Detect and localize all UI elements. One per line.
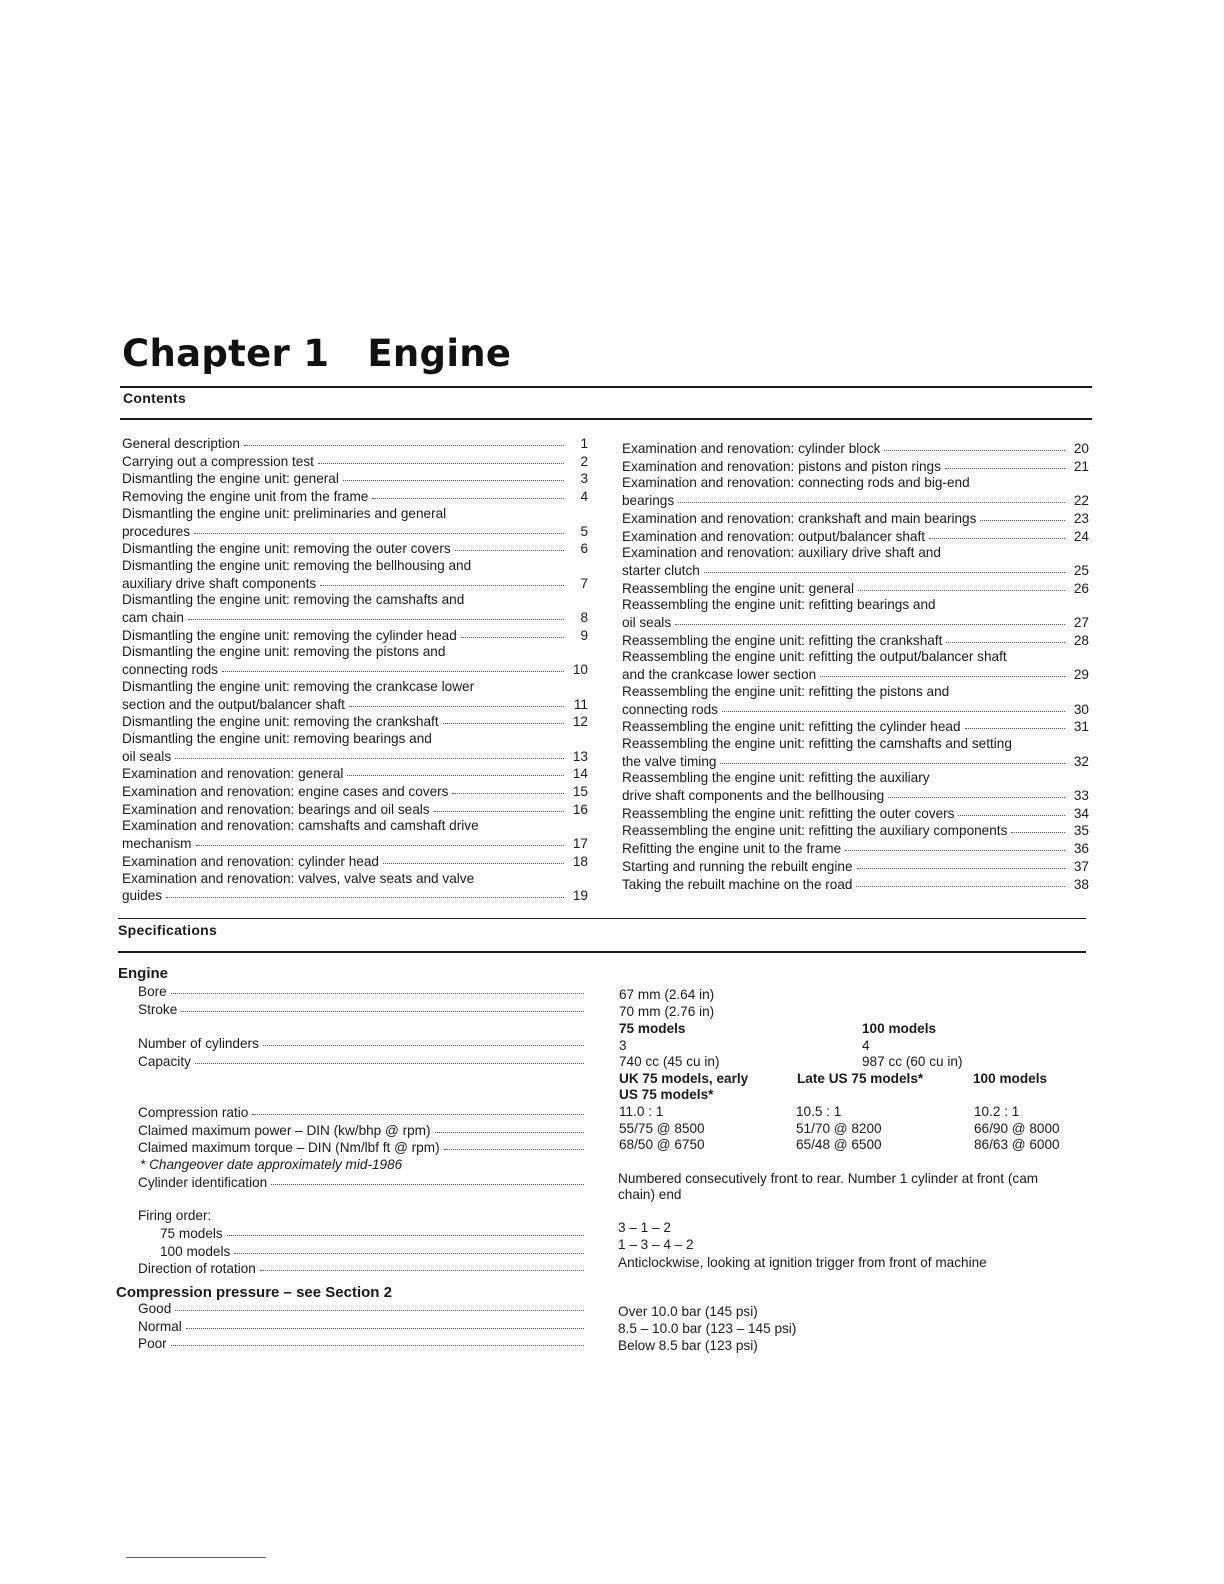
toc-entry-title: Reassembling the engine unit: refitting the crankshaft <box>622 632 943 648</box>
toc-entry-title: Reassembling the engine unit: refitting the output/balancer shaft <box>622 649 1007 665</box>
cyl-id-label: Cylinder identification <box>138 1174 268 1190</box>
toc-entry-title: Taking the rebuilt machine on the road <box>622 876 853 892</box>
rotation-value: Anticlockwise, looking at ignition trigger from front of machine <box>618 1255 987 1270</box>
normal-label: Normal <box>138 1318 182 1334</box>
toc-entry-title: connecting rods <box>622 701 718 717</box>
toc-entry-row <box>122 540 588 558</box>
toc-entry <box>122 801 588 819</box>
leader-dots <box>252 1102 584 1115</box>
leader-dots <box>443 711 564 724</box>
leader-dots <box>383 851 564 864</box>
stroke-value: 70 mm (2.76 in) <box>619 1004 715 1019</box>
toc-entry-row <box>622 718 1089 736</box>
leader-dots <box>945 456 1065 469</box>
toc-page-number: 16 <box>572 801 588 817</box>
toc-entry-title: connecting rods <box>122 662 218 678</box>
leader-dots <box>196 833 564 846</box>
leader-dots <box>845 838 1065 851</box>
torque-row <box>138 1139 584 1157</box>
toc-entry <box>122 627 588 645</box>
toc-page-number: 35 <box>1073 823 1089 839</box>
toc-entry <box>122 731 588 765</box>
torque-uk-value: 68/50 @ 6750 <box>619 1137 705 1152</box>
toc-entry-title: Examination and renovation: bearings and oil seals <box>122 801 430 817</box>
toc-entry-title: the valve timing <box>622 753 717 769</box>
toc-entry <box>122 818 588 852</box>
toc-entry <box>622 545 1089 579</box>
toc-entry-row <box>122 661 588 679</box>
toc-page-number: 24 <box>1073 528 1089 544</box>
toc-entry-title: Examination and renovation: general <box>122 766 344 782</box>
toc-entry-title: Examination and renovation: engine cases and covers <box>122 784 449 800</box>
models-75-heading: 75 models <box>619 1021 686 1036</box>
bore-value: 67 mm (2.64 in) <box>619 987 715 1002</box>
toc-page-number: 3 <box>580 471 588 487</box>
cylinders-75-value: 3 <box>619 1038 627 1053</box>
toc-entry-title: Examination and renovation: auxiliary drive shaft and <box>622 545 941 561</box>
toc-entry-row <box>622 458 1089 476</box>
leader-dots <box>958 803 1065 816</box>
leader-dots <box>980 508 1065 521</box>
toc-page-number: 30 <box>1073 701 1089 717</box>
leader-dots <box>704 560 1065 573</box>
toc-page-number: 36 <box>1073 841 1089 857</box>
footer-rule <box>126 1557 266 1558</box>
toc-entry-title: section and the output/balancer shaft <box>122 696 345 712</box>
toc-entry-title: guides <box>122 888 163 904</box>
leader-dots <box>856 874 1065 887</box>
toc-entry-title: Carrying out a compression test <box>122 453 314 469</box>
toc-entry-title: Reassembling the engine unit: refitting the pistons and <box>622 683 950 699</box>
toc-page-number: 13 <box>572 748 588 764</box>
leader-dots <box>175 1298 584 1311</box>
cylinders-label: Number of cylinders <box>138 1036 259 1052</box>
toc-entry-title: Reassembling the engine unit: refitting the camshafts and setting <box>622 735 1012 751</box>
uk-models-heading-2: US 75 models* <box>619 1087 714 1102</box>
toc-page-number: 21 <box>1073 458 1089 474</box>
toc-page-number: 22 <box>1073 493 1089 509</box>
leader-dots <box>722 699 1065 712</box>
compression-us-value: 10.5 : 1 <box>796 1104 842 1119</box>
power-us-value: 51/70 @ 8200 <box>796 1121 882 1136</box>
good-value: Over 10.0 bar (145 psi) <box>618 1304 758 1319</box>
power-label: Claimed maximum power – DIN (kw/bhp @ rpm) <box>138 1122 431 1138</box>
capacity-75-value: 740 cc (45 cu in) <box>619 1054 720 1069</box>
toc-entry-title: Dismantling the engine unit: removing the bellhousing and <box>122 557 472 573</box>
toc-page-number: 5 <box>580 523 588 539</box>
toc-page-number: 8 <box>580 610 588 626</box>
leader-dots <box>166 885 564 898</box>
cyl-id-value-2: chain) end <box>618 1187 682 1202</box>
toc-entry <box>122 713 588 731</box>
compression-100-value: 10.2 : 1 <box>974 1104 1020 1119</box>
toc-entry-title: oil seals <box>622 615 672 631</box>
toc-entry <box>622 580 1089 598</box>
toc-page-number: 25 <box>1073 562 1089 578</box>
models-100-heading: 100 models <box>862 1021 937 1036</box>
torque-100-value: 86/63 @ 6000 <box>974 1137 1060 1152</box>
toc-page-number: 23 <box>1073 510 1089 526</box>
capacity-100-value: 987 cc (60 cu in) <box>862 1054 963 1069</box>
toc-entry <box>622 649 1089 683</box>
toc-entry <box>122 488 588 506</box>
toc-entry-title: Reassembling the engine unit: refitting bearings and <box>622 597 936 613</box>
toc-entry-row <box>122 853 588 871</box>
poor-value: Below 8.5 bar (123 psi) <box>618 1338 758 1353</box>
toc-entry-title: Examination and renovation: connecting rods and big-end <box>622 475 970 491</box>
leader-dots <box>195 1051 584 1064</box>
leader-dots <box>857 856 1065 869</box>
contents-heading: Contents <box>123 390 187 406</box>
toc-entry <box>622 528 1089 546</box>
toc-entry-title: auxiliary drive shaft components <box>122 575 317 591</box>
toc-page-number: 4 <box>580 489 588 505</box>
toc-page-number: 18 <box>572 853 588 869</box>
toc-right-column <box>622 440 1089 893</box>
toc-page-number: 37 <box>1073 858 1089 874</box>
leader-dots <box>222 659 564 672</box>
toc-entry <box>622 684 1089 718</box>
toc-entry-title: Reassembling the engine unit: refitting the auxiliary <box>622 770 930 786</box>
chapter-title <box>122 332 511 375</box>
toc-page-number: 28 <box>1073 632 1089 648</box>
toc-entry-title: Examination and renovation: cylinder block <box>622 441 881 456</box>
leader-dots <box>194 521 564 534</box>
poor-label: Poor <box>138 1336 167 1352</box>
toc-entry-title: Dismantling the engine unit: removing the crankshaft <box>122 714 439 730</box>
leader-dots <box>965 716 1065 729</box>
toc-entry-row <box>622 876 1089 894</box>
toc-page-number: 20 <box>1073 441 1089 456</box>
poor-row <box>138 1335 584 1353</box>
toc-page-number: 38 <box>1073 876 1089 892</box>
toc-entry-title: Reassembling the engine unit: general <box>622 580 855 596</box>
leader-dots <box>1011 820 1065 833</box>
leader-dots <box>227 1223 584 1236</box>
toc-entry-row <box>622 528 1089 546</box>
toc-entry-title: Starting and running the rebuilt engine <box>622 858 853 874</box>
engine-heading: Engine <box>118 965 169 982</box>
toc-entry-title: Dismantling the engine unit: removing the crankcase lower <box>122 678 475 694</box>
toc-entry-row <box>122 887 588 905</box>
toc-entry <box>122 853 588 871</box>
toc-entry-title: Dismantling the engine unit: removing the camshafts and <box>122 592 465 608</box>
leader-dots <box>186 1316 584 1329</box>
leader-dots <box>318 451 564 464</box>
normal-value: 8.5 – 10.0 bar (123 – 145 psi) <box>618 1321 797 1336</box>
leader-dots <box>171 1333 584 1346</box>
leader-dots <box>175 746 564 759</box>
toc-entry <box>122 506 588 540</box>
toc-entry-title: Examination and renovation: pistons and piston rings <box>622 458 941 474</box>
leader-dots <box>320 573 564 586</box>
leader-dots <box>263 1033 584 1046</box>
toc-entry <box>122 644 588 678</box>
spec-labels <box>138 983 584 1278</box>
toc-page-number: 17 <box>572 836 588 852</box>
toc-page-number: 32 <box>1073 753 1089 769</box>
stroke-label: Stroke <box>138 1001 178 1017</box>
toc-entry-title: Removing the engine unit from the frame <box>122 489 369 505</box>
toc-entry-title: cam chain <box>122 610 184 626</box>
toc-entry <box>622 458 1089 476</box>
toc-entry <box>122 592 588 626</box>
toc-entry-title: and the crankcase lower section <box>622 667 817 683</box>
firing-75-label: 75 models <box>160 1225 223 1241</box>
toc-page-number: 7 <box>580 575 588 591</box>
capacity-label: Capacity <box>138 1053 191 1069</box>
compression-pressure-heading: Compression pressure – see Section 2 <box>116 1284 392 1301</box>
cyl-id-value-1: Numbered consecutively front to rear. Number 1 cylinder at front (cam <box>618 1171 1039 1186</box>
leader-dots <box>720 751 1065 764</box>
stroke-row <box>138 1001 584 1019</box>
firing-100-value: 1 – 3 – 4 – 2 <box>618 1237 694 1252</box>
toc-entry-title: drive shaft components and the bellhousing <box>622 788 885 804</box>
leader-dots <box>884 438 1065 451</box>
leader-dots <box>929 526 1065 539</box>
toc-entry-title: Examination and renovation: cylinder head <box>122 853 379 869</box>
spec-heading: Specifications <box>118 922 218 938</box>
changeover-note: * Changeover date approximately mid-1986 <box>140 1157 403 1172</box>
leader-dots <box>946 630 1065 643</box>
leader-dots <box>343 468 564 481</box>
leader-dots <box>271 1172 584 1185</box>
toc-entry-row <box>622 580 1089 598</box>
leader-dots <box>349 694 564 707</box>
toc-entry-title: mechanism <box>122 836 192 852</box>
compression-label: Compression ratio <box>138 1104 249 1120</box>
toc-entry-row <box>622 666 1089 684</box>
leader-dots <box>347 763 564 776</box>
toc-entry-title: General description <box>122 436 240 451</box>
toc-page-number: 2 <box>580 453 588 469</box>
toc-entry-row <box>622 753 1089 771</box>
leader-dots <box>888 785 1065 798</box>
toc-entry <box>622 632 1089 650</box>
toc-entry-title: Dismantling the engine unit: removing the outer covers <box>122 541 451 557</box>
leader-dots <box>435 1120 584 1133</box>
toc-page-number: 29 <box>1073 667 1089 683</box>
capacity-row <box>138 1053 584 1071</box>
toc-page-number: 10 <box>572 662 588 678</box>
toc-entry-title: Dismantling the engine unit: removing bearings and <box>122 730 432 746</box>
toc-entry-title: bearings <box>622 493 675 509</box>
toc-page-number: 19 <box>572 888 588 904</box>
toc-entry-title: Refitting the engine unit to the frame <box>622 841 842 857</box>
good-label: Good <box>138 1301 172 1316</box>
uk-models-heading-1: UK 75 models, early <box>619 1071 749 1086</box>
cylinders-100-value: 4 <box>862 1038 870 1053</box>
toc-page-number: 33 <box>1073 788 1089 804</box>
leader-dots <box>434 799 564 812</box>
leader-dots <box>234 1241 584 1254</box>
toc-left-column <box>122 435 588 905</box>
toc-page-number: 34 <box>1073 805 1089 821</box>
toc-entry <box>622 475 1089 509</box>
toc-entry-row <box>122 713 588 731</box>
title-rule <box>120 386 1092 388</box>
bore-label: Bore <box>138 984 167 999</box>
toc-entry <box>622 597 1089 631</box>
leader-dots <box>444 1137 584 1150</box>
toc-entry-row <box>122 488 588 506</box>
spec-rule <box>118 951 1086 953</box>
leader-dots <box>188 607 564 620</box>
toc-entry-row <box>622 632 1089 650</box>
firing-label: Firing order: <box>138 1208 212 1224</box>
toc-entry-title: Reassembling the engine unit: refitting the outer covers <box>622 805 955 821</box>
leader-dots <box>675 612 1065 625</box>
toc-entry <box>622 718 1089 736</box>
toc-entry-title: Examination and renovation: camshafts and camshaft drive <box>122 818 479 834</box>
toc-page-number: 6 <box>580 541 588 557</box>
toc-entry-title: Reassembling the engine unit: refitting the cylinder head <box>622 719 961 735</box>
toc-entry-row <box>122 627 588 645</box>
toc-entry-row <box>122 575 588 593</box>
leader-dots <box>858 578 1065 591</box>
toc-page-number: 15 <box>572 784 588 800</box>
toc-page-number: 11 <box>573 696 588 712</box>
leader-dots <box>372 486 564 499</box>
toc-entry-title: procedures <box>122 523 191 539</box>
toc-entry-row <box>122 801 588 819</box>
contents-rule <box>120 418 1092 420</box>
toc-page-number: 14 <box>572 766 588 782</box>
toc-page-number: 9 <box>580 627 588 643</box>
toc-entry <box>622 736 1089 770</box>
power-uk-value: 55/75 @ 8500 <box>619 1121 705 1136</box>
torque-us-value: 65/48 @ 6500 <box>796 1137 882 1152</box>
spec-top-rule <box>118 918 1086 919</box>
toc-entry-title: oil seals <box>122 748 172 764</box>
leader-dots <box>181 999 584 1012</box>
toc-entry-title: Reassembling the engine unit: refitting the auxiliary components <box>622 823 1008 839</box>
compression-uk-value: 11.0 : 1 <box>619 1104 664 1119</box>
chapter-subject: Engine <box>367 332 512 375</box>
toc-entry <box>622 770 1089 804</box>
power-100-value: 66/90 @ 8000 <box>974 1121 1060 1136</box>
late-us-heading: Late US 75 models* <box>797 1071 924 1086</box>
toc-entry-title: Dismantling the engine unit: removing the pistons and <box>122 644 446 660</box>
toc-page-number: 12 <box>572 714 588 730</box>
leader-dots <box>678 490 1065 503</box>
leader-dots <box>820 664 1065 677</box>
toc-entry-title: Examination and renovation: output/balancer shaft <box>622 528 926 544</box>
torque-label: Claimed maximum torque – DIN (Nm/lbf ft @ rpm) <box>138 1140 440 1156</box>
rotation-row <box>138 1260 584 1278</box>
pressure-labels <box>138 1300 584 1353</box>
toc-entry <box>622 876 1089 894</box>
toc-entry-title: Dismantling the engine unit: preliminaries and general <box>122 505 447 521</box>
toc-page-number: 31 <box>1073 719 1089 735</box>
cyl-id-row <box>138 1174 584 1192</box>
leader-dots <box>455 538 564 551</box>
models-100-heading-2: 100 models <box>973 1071 1048 1086</box>
toc-entry <box>122 558 588 592</box>
leader-dots <box>452 781 564 794</box>
toc-entry <box>122 679 588 713</box>
toc-page-number: 26 <box>1073 580 1089 596</box>
toc-entry <box>122 871 588 905</box>
toc-entry-title: Examination and renovation: crankshaft and main bearings <box>622 510 977 526</box>
chapter-number: Chapter 1 <box>122 332 330 375</box>
leader-dots <box>244 433 564 446</box>
toc-entry <box>122 540 588 558</box>
leader-dots <box>171 981 584 994</box>
firing-100-label: 100 models <box>160 1243 231 1259</box>
firing-75-value: 3 – 1 – 2 <box>618 1220 671 1235</box>
rotation-label: Direction of rotation <box>138 1261 256 1277</box>
toc-page-number: 1 <box>580 436 588 451</box>
leader-dots <box>461 625 564 638</box>
toc-entry-title: starter clutch <box>622 562 700 578</box>
toc-page-number: 27 <box>1073 615 1089 631</box>
toc-entry-title: Dismantling the engine unit: general <box>122 471 339 487</box>
toc-entry-title: Dismantling the engine unit: removing the cylinder head <box>122 627 457 643</box>
leader-dots <box>260 1258 584 1271</box>
toc-entry-title: Examination and renovation: valves, valve seats and valve <box>122 870 475 886</box>
